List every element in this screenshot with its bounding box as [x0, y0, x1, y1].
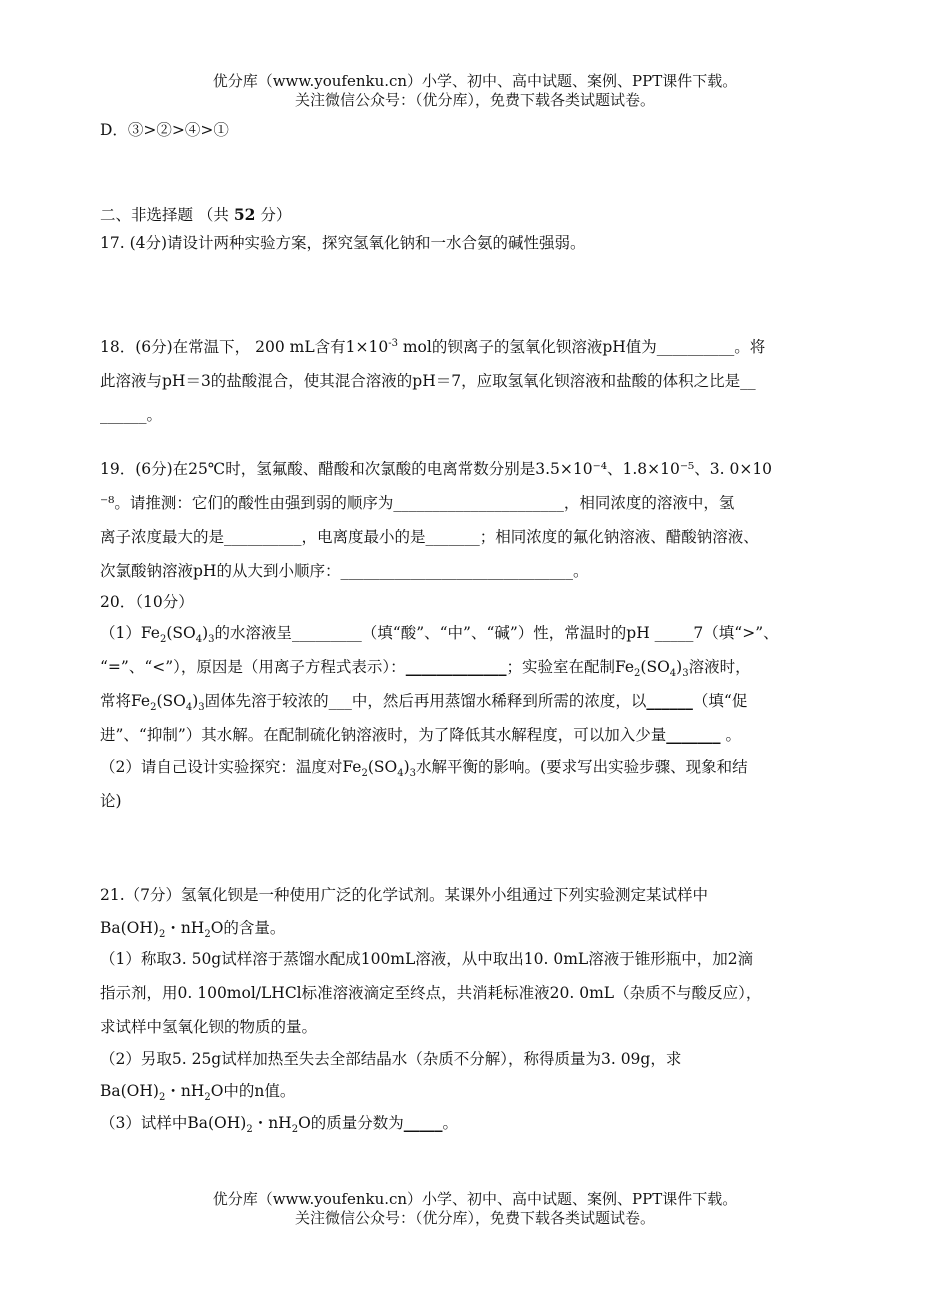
section-2-points: 52: [233, 205, 256, 224]
page-footer: [0, 1190, 950, 1228]
q21-line-1: 21.（7分）氢氧化钡是一种使用广泛的化学试剂。某课外小组通过下列实验测定某试样中: [100, 886, 709, 904]
q21-line-2: $Ba(OH)_2$・$nH_2O$的含量。: [100, 919, 286, 941]
q21-line-3: （1）称取3. 50g试样溶于蒸馏水配成100mL溶液，从中取出10. 0mL溶液于锥形瓶中，加2滴: [100, 950, 754, 968]
q18-line-2: 此溶液与pH＝3的盐酸混合，使其混合溶液的pH＝7，应取氢氧化钡溶液和盐酸的体积之比是__: [100, 372, 756, 390]
q21-line-8: （3）试样中$Ba(OH)_2$・$nH_2O$的质量分数为_____。: [100, 1113, 459, 1136]
q19-line-1: 19．(6分)在25℃时，氢氟酸、醋酸和次氯酸的电离常数分别是3.5×10⁻⁴、1.8×10⁻⁵、3. 0×10: [100, 460, 773, 478]
q19-line-4: 次氯酸钠溶液pH的从大到小顺序：______________________________。: [100, 562, 589, 580]
q21-line-5: 求试样中氢氧化钡的物质的量。: [100, 1018, 318, 1036]
q20-line-1: $(1)Fe_2(SO_4)_3$的水溶液呈_________（填“酸”、“中”、“碱”）性，常温时的pH _____7（填“>”、: [100, 624, 779, 646]
header-line-1: 优分库（www.youfenku.cn）小学、初中、高中试题、案例、PPT课件下载。: [212, 72, 738, 90]
q19-line-3: 离子浓度最大的是__________，电离度最小的是_______；相同浓度的氟化钠溶液、醋酸钠溶液、: [100, 528, 759, 546]
q20-title: 20．（10分）: [100, 593, 194, 611]
q20-line-2: “=”、“<”），原因是（用离子方程式表示）：_____________；实验室在配制$Fe_2(SO_4)_3$溶液时，: [100, 657, 751, 680]
q20-line-3: 常将$Fe_2(SO_4)_3$固体先溶于较浓的___中，然后再用蒸馏水稀释到所需的浓度，以______（填“促: [100, 691, 748, 714]
q20-blank-promote: ______: [646, 691, 693, 710]
option-d: D．③>②>④>①: [100, 121, 229, 139]
header-line-2: 关注微信公众号：（优分库），免费下载各类试题试卷。: [294, 91, 655, 109]
q21-line-6: （2）另取5. 25g试样加热至失去全部结晶水（杂质不分解），称得质量为3. 09g，求: [100, 1050, 682, 1068]
q20-line-4: 进”、“抑制”）其水解。在配制硫化钠溶液时，为了降低其水解程度，可以加入少量_______ 。: [100, 725, 741, 744]
q21-blank-fraction: _____: [403, 1113, 443, 1132]
q18-line-1: 18．(6分)在常温下， 200 mL含有$1\times 10^{-3}$ mol的钡离子的氢氧化钡溶液pH值为__________。将: [100, 337, 766, 356]
footer-line-2: 关注微信公众号：（优分库），免费下载各类试题试卷。: [294, 1209, 655, 1227]
section-2-heading: 二、非选择题 （共 52 分）: [100, 205, 292, 224]
q20-blank-equation: _____________: [405, 657, 507, 676]
q21-line-4: 指示剂，用0. 100mol/LHCl标准溶液滴定至终点，共消耗标准液20. 0mL（杂质不与酸反应），: [100, 984, 762, 1002]
q19-line-2: ⁻⁸。请推测：它们的酸性由强到弱的顺序为______________________，相同浓度的溶液中，氢: [100, 494, 735, 512]
q20-blank-add: _______: [666, 725, 721, 744]
question-17: 17. (4分)请设计两种实验方案，探究氢氧化钠和一水合氨的碱性强弱。: [100, 234, 586, 252]
q18-line-3: ______。: [100, 406, 163, 424]
q21-line-7: $Ba(OH)_2$・$nH_2O$中的n值。: [100, 1082, 296, 1104]
page-header: [0, 72, 950, 110]
q20-line-5: （2）请自己设计实验探究：温度对$Fe_2(SO_4)_3$水解平衡的影响。(要求写出实验步骤、现象和结: [100, 758, 748, 780]
q20-line-6: 论): [100, 792, 122, 810]
footer-line-1: 优分库（www.youfenku.cn）小学、初中、高中试题、案例、PPT课件下载。: [212, 1190, 738, 1208]
